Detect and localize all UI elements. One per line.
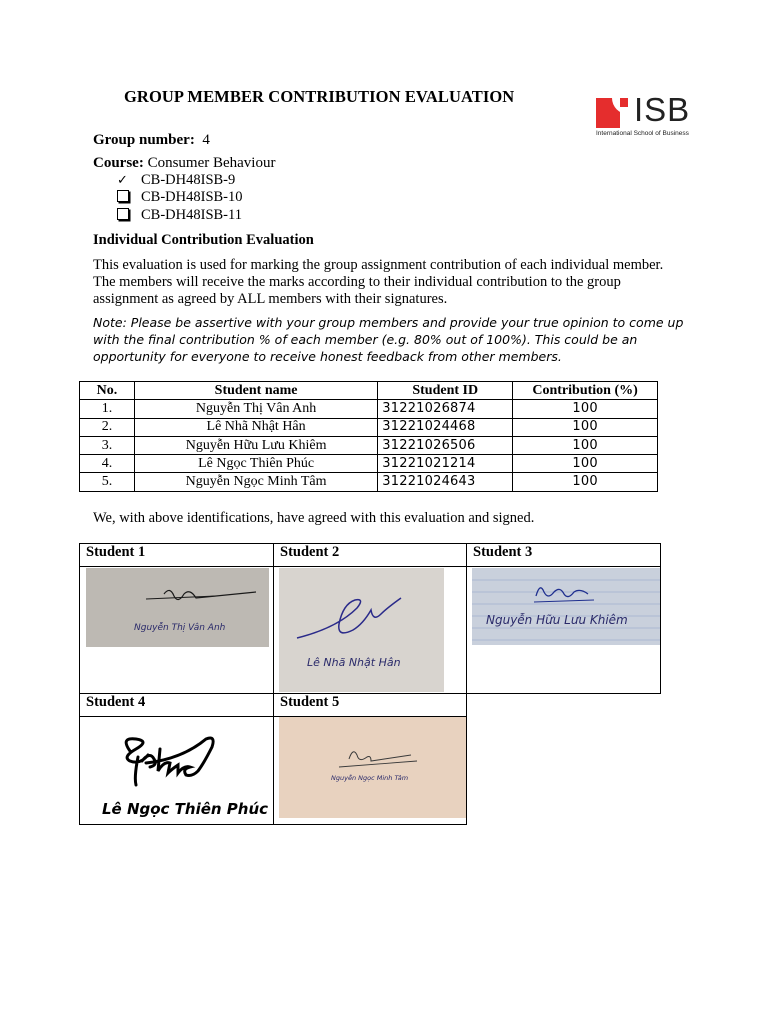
contribution: 100: [513, 400, 658, 418]
table-row: [80, 473, 658, 491]
table-row: [80, 455, 658, 473]
column-header: Student name: [134, 382, 377, 400]
student-id: 31221021214: [378, 455, 513, 473]
student-id: 31221026506: [378, 436, 513, 454]
column-header: Student ID: [378, 382, 513, 400]
group-number-line: [93, 132, 210, 149]
note-paragraph: Note: Please be assertive with your group members and provide your true opinion to come up with the final contribution % of each member (e.g. 80% out of 100%). This could be an opportunity for everyone to receive honest feedback from other members.: [93, 315, 684, 364]
signature-label-student-5: Student 5: [274, 694, 467, 717]
isb-logo: [596, 91, 706, 140]
signature-2-handwriting: Lê Nhã Nhật Hân: [307, 656, 401, 669]
student-id: 31221024468: [378, 418, 513, 436]
table-row: [80, 418, 658, 436]
signature-4-handwriting: Lê Ngọc Thiên Phúc: [102, 800, 269, 818]
table-row: [80, 400, 658, 418]
course-line: [93, 155, 275, 172]
logo-text: ISB: [634, 91, 691, 128]
signature-photo-student-5: [279, 717, 466, 818]
student-name: Nguyễn Thị Vân Anh: [134, 400, 377, 418]
intro-paragraph: This evaluation is used for marking the group assignment contribution of each individual member. The members will receive the marks according to their individual contribution to the group assignment as agreed by ALL members with their signatures.: [93, 257, 664, 307]
group-number-value: 4: [202, 132, 210, 148]
group-number-label: Group number:: [93, 132, 195, 148]
checkbox-icon: [117, 208, 129, 220]
signature-photo-student-1: [86, 568, 269, 647]
table-header-row: [80, 382, 658, 400]
class-option-1[interactable]: [117, 172, 235, 189]
document-title: GROUP MEMBER CONTRIBUTION EVALUATION: [124, 87, 515, 106]
signature-label-student-3: Student 3: [467, 544, 661, 567]
row-number: 2.: [80, 418, 135, 436]
signature-photo-student-4: [86, 717, 269, 823]
class-code: CB-DH48ISB-9: [141, 172, 236, 188]
signature-3-image: [472, 568, 660, 645]
column-header: No.: [80, 382, 135, 400]
signature-label-student-4: Student 4: [80, 694, 274, 717]
student-id: 31221026874: [378, 400, 513, 418]
course-label: Course:: [93, 155, 144, 171]
contribution-table: [79, 381, 658, 492]
signature-2-image: [279, 568, 444, 692]
row-number: 1.: [80, 400, 135, 418]
student-name: Nguyễn Hữu Lưu Khiêm: [134, 436, 377, 454]
row-number: 4.: [80, 455, 135, 473]
logo-subtitle: International School of Business: [596, 130, 689, 137]
signature-1-handwriting: Nguyễn Thị Vân Anh: [134, 623, 226, 633]
signature-3-handwriting: Nguyễn Hữu Lưu Khiêm: [486, 613, 628, 627]
table-row: [80, 436, 658, 454]
student-name: Lê Ngọc Thiên Phúc: [134, 455, 377, 473]
contribution: 100: [513, 455, 658, 473]
signature-5-image: [279, 717, 466, 818]
class-code: CB-DH48ISB-10: [141, 189, 243, 205]
row-number: 5.: [80, 473, 135, 491]
checkmark-icon: ✓: [117, 173, 128, 188]
signature-4-image: [86, 717, 269, 823]
isb-logo-mark-icon: [596, 98, 628, 128]
class-option-3[interactable]: [117, 207, 242, 224]
class-option-2[interactable]: [117, 189, 243, 206]
column-header: Contribution (%): [513, 382, 658, 400]
contribution: 100: [513, 436, 658, 454]
agreement-text: We, with above identifications, have agreed with this evaluation and signed.: [93, 510, 535, 526]
signature-1-image: [86, 568, 269, 647]
signature-label-student-2: Student 2: [274, 544, 467, 567]
signature-photo-student-3: [472, 568, 660, 645]
signature-label-student-1: Student 1: [80, 544, 274, 567]
row-number: 3.: [80, 436, 135, 454]
contribution: 100: [513, 418, 658, 436]
contribution: 100: [513, 473, 658, 491]
student-name: Lê Nhã Nhật Hân: [134, 418, 377, 436]
course-name: Consumer Behaviour: [147, 155, 276, 171]
section-heading: Individual Contribution Evaluation: [93, 232, 314, 248]
student-name: Nguyễn Ngọc Minh Tâm: [134, 473, 377, 491]
checkbox-icon: [117, 190, 129, 202]
class-code: CB-DH48ISB-11: [141, 207, 242, 223]
signature-photo-student-2: [279, 568, 444, 692]
signature-5-handwriting: Nguyễn Ngọc Minh Tâm: [331, 774, 409, 782]
student-id: 31221024643: [378, 473, 513, 491]
